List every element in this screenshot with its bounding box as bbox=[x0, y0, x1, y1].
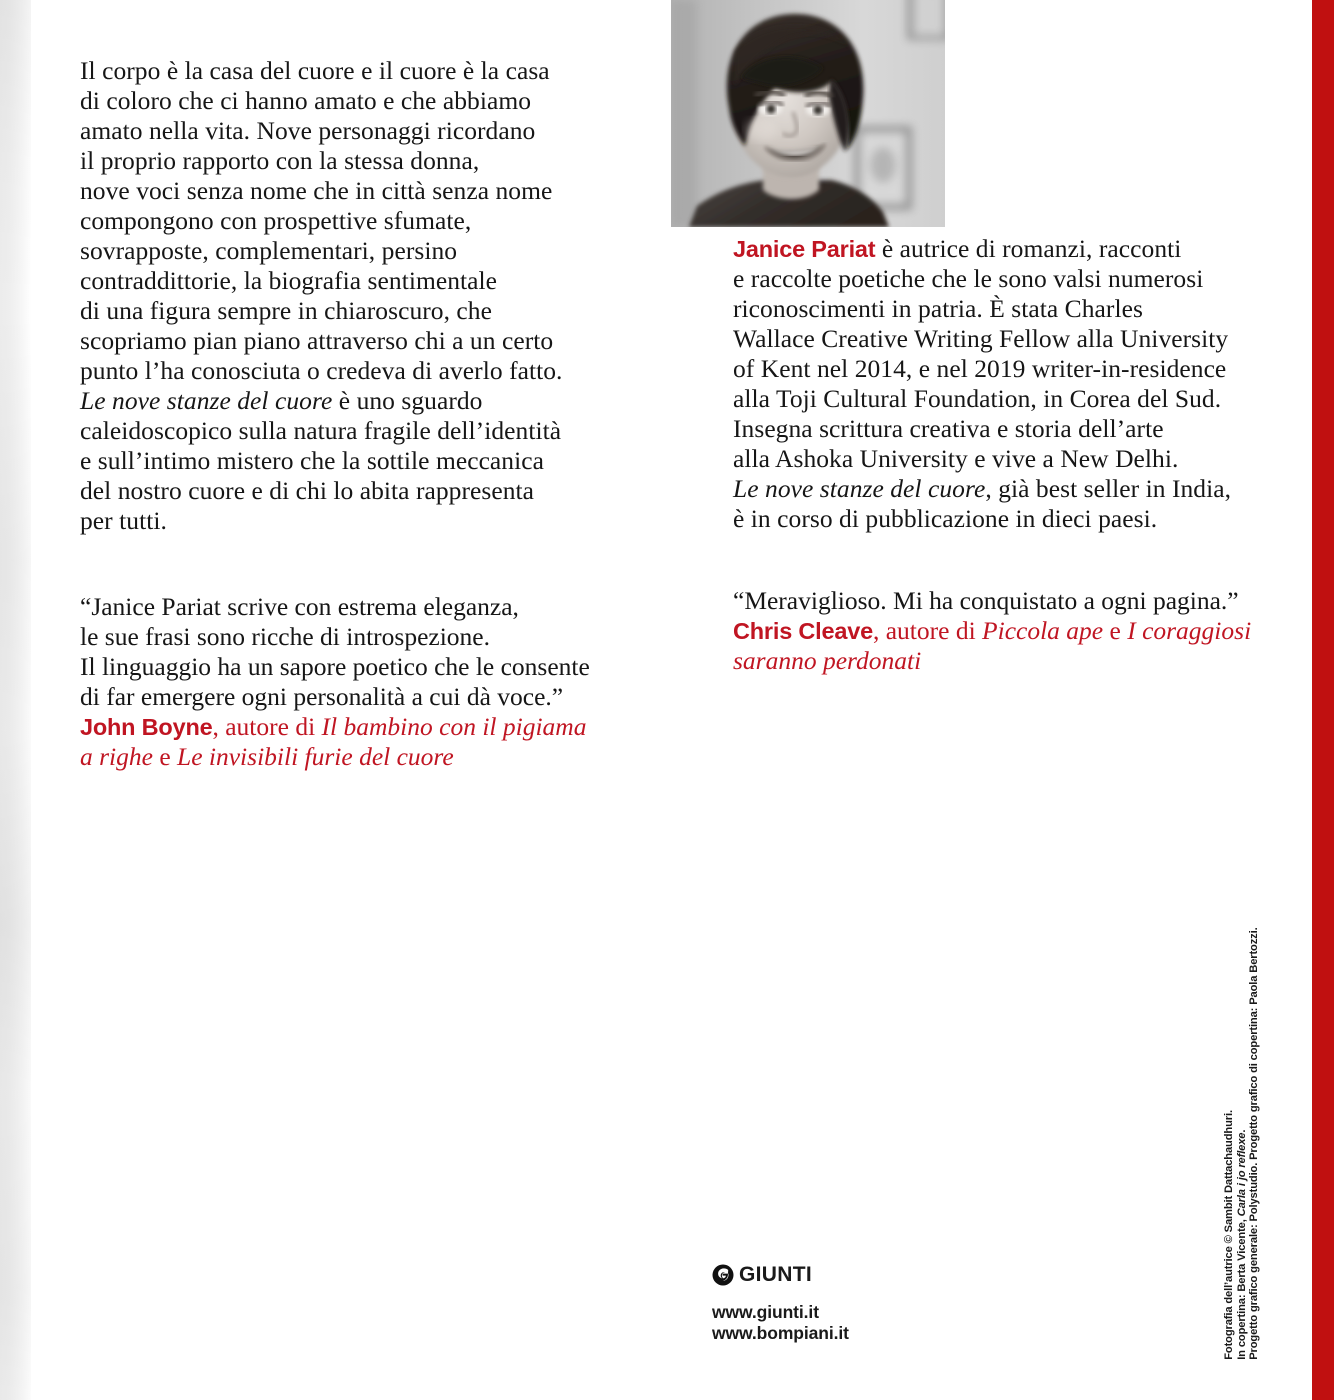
blurb-line: contraddittorie, la biografia sentimentale bbox=[80, 266, 498, 295]
author-bio bbox=[733, 234, 1253, 534]
red-spine-stripe bbox=[1312, 0, 1334, 1400]
author-portrait-photo bbox=[671, 0, 945, 227]
blurb-line: di una figura sempre in chiaroscuro, che bbox=[80, 296, 492, 325]
credit-cover-artwork-title: Carla i jo reflexe bbox=[1235, 1132, 1248, 1217]
bio-line: alla Ashoka University e vive a New Delhi. bbox=[733, 444, 1179, 473]
quote-attribution bbox=[733, 616, 1253, 676]
quote-author-name: John Boyne bbox=[80, 714, 213, 740]
giunti-circle-logo-icon bbox=[712, 1264, 734, 1286]
blurb-paragraph bbox=[80, 56, 600, 536]
credit-cover-suffix: . bbox=[1235, 1129, 1248, 1133]
blurb-line: il proprio rapporto con la stessa donna, bbox=[80, 146, 480, 175]
attrib-conjunction: e bbox=[152, 742, 178, 771]
publisher-logo bbox=[712, 1262, 972, 1288]
credit-cover-prefix: In copertina: Berta Vicente, bbox=[1235, 1216, 1248, 1360]
blurb-line: Il corpo è la casa del cuore e il cuore è la casa bbox=[80, 56, 550, 85]
blurb-line: compongono con prospettive sfumate, bbox=[80, 206, 472, 235]
quote-line: le sue frasi sono ricche di introspezione. bbox=[80, 622, 490, 651]
bio-line: è autrice di romanzi, racconti bbox=[875, 234, 1182, 263]
blurb-line: sovrapposte, complementari, persino bbox=[80, 236, 458, 265]
quote-text bbox=[733, 586, 1253, 616]
blurb-line: scopriamo pian piano attraverso chi a un certo bbox=[80, 326, 554, 355]
blurb-line: di coloro che ci hanno amato e che abbiamo bbox=[80, 86, 532, 115]
blurb-line: del nostro cuore e di chi lo abita rappresenta bbox=[80, 476, 535, 505]
cover-credits bbox=[1223, 890, 1294, 1360]
blurb-line: e sull’intimo mistero che la sottile meccanica bbox=[80, 446, 544, 475]
bio-line: e raccolte poetiche che le sono valsi numerosi bbox=[733, 264, 1204, 293]
website-bompiani[interactable]: www.bompiani.it bbox=[712, 1323, 849, 1343]
quote-john-boyne bbox=[80, 592, 605, 772]
blurb-line: caleidoscopico sulla natura fragile dell’identità bbox=[80, 416, 562, 445]
referenced-work-1: Il bambino con il pigiama a righe bbox=[80, 712, 587, 771]
credit-photo: Fotografia dell’autrice © Sambit Dattachaudhuri. bbox=[1223, 1110, 1236, 1360]
back-cover-blurb bbox=[80, 56, 600, 536]
bio-paragraph bbox=[733, 234, 1253, 534]
bio-line: alla Toji Cultural Foundation, in Corea del Sud. bbox=[733, 384, 1222, 413]
cover-credits-text bbox=[1223, 890, 1261, 1360]
quote-attribution bbox=[80, 712, 605, 772]
referenced-work-2: I coraggiosi saranno perdonati bbox=[733, 616, 1252, 675]
quote-line: di far emergere ogni personalità a cui dà voce.” bbox=[80, 682, 564, 711]
publisher-name: GIUNTI bbox=[739, 1263, 812, 1286]
attrib-conjunction: e bbox=[1103, 616, 1128, 645]
book-title-italic: Le nove stanze del cuore bbox=[733, 474, 986, 503]
blurb-line: è uno sguardo bbox=[332, 386, 483, 415]
bio-line: è in corso di pubblicazione in dieci paesi. bbox=[733, 504, 1158, 533]
attrib-prefix: , autore di bbox=[212, 712, 322, 741]
bio-line: , già best seller in India, bbox=[985, 474, 1232, 503]
book-title-italic: Le nove stanze del cuore bbox=[80, 386, 333, 415]
bio-line: of Kent nel 2014, e nel 2019 writer-in-residence bbox=[733, 354, 1227, 383]
blurb-line: per tutti. bbox=[80, 506, 167, 535]
blurb-line: punto l’ha conosciuta o credeva di averlo fatto. bbox=[80, 356, 563, 385]
bio-line: riconoscimenti in patria. È stata Charles bbox=[733, 294, 1143, 323]
referenced-work-2: Le invisibili furie del cuore bbox=[177, 742, 454, 771]
publisher-websites bbox=[712, 1302, 972, 1344]
quote-author-name: Chris Cleave bbox=[733, 618, 873, 644]
bio-line: Wallace Creative Writing Fellow alla University bbox=[733, 324, 1229, 353]
website-giunti[interactable]: www.giunti.it bbox=[712, 1302, 819, 1322]
blurb-line: nove voci senza nome che in città senza nome bbox=[80, 176, 553, 205]
quote-line: “Janice Pariat scrive con estrema eleganza, bbox=[80, 592, 519, 621]
publisher-block bbox=[712, 1262, 972, 1344]
quote-line: “Meraviglioso. Mi ha conquistato a ogni pagina.” bbox=[733, 586, 1239, 615]
credit-design: Progetto grafico generale: Polystudio. Progetto grafico di copertina: Paola Bertozzi. bbox=[1248, 927, 1261, 1360]
quote-chris-cleave bbox=[733, 586, 1253, 676]
blurb-line: amato nella vita. Nove personaggi ricordano bbox=[80, 116, 536, 145]
author-name: Janice Pariat bbox=[733, 236, 876, 262]
quote-line: Il linguaggio ha un sapore poetico che le consente bbox=[80, 652, 590, 681]
referenced-work-1: Piccola ape bbox=[982, 616, 1104, 645]
portrait-illustration bbox=[671, 0, 945, 227]
bio-line: Insegna scrittura creativa e storia dell’arte bbox=[733, 414, 1164, 443]
quote-text bbox=[80, 592, 605, 712]
page-left-edge-shade bbox=[0, 0, 31, 1400]
attrib-prefix: , autore di bbox=[872, 616, 983, 645]
